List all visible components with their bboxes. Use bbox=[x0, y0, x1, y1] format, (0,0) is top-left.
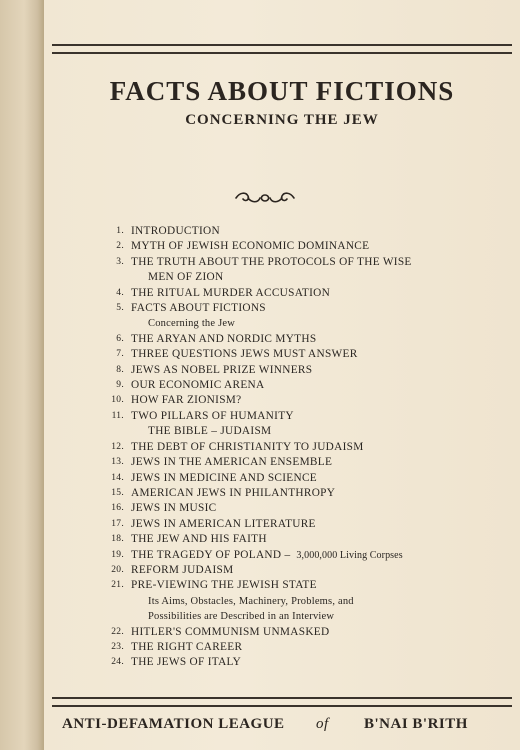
toc-entry-number: 9. bbox=[116, 380, 124, 391]
toc-entry bbox=[96, 640, 496, 655]
bottom-double-rule bbox=[52, 697, 512, 707]
toc-entry bbox=[96, 347, 496, 362]
toc-entry bbox=[96, 301, 496, 316]
toc-entry-title: THE RITUAL MURDER ACCUSATION bbox=[131, 286, 331, 299]
toc-entry-title: HOW FAR ZIONISM? bbox=[131, 394, 242, 407]
toc-entry-number: 4. bbox=[116, 287, 124, 298]
toc-entry-title: JEWS AS NOBEL PRIZE WINNERS bbox=[131, 363, 313, 376]
toc-entry-title: THE RIGHT CAREER bbox=[131, 640, 243, 653]
toc-entry bbox=[96, 578, 496, 593]
footer-organization: B'NAI B'RITH bbox=[364, 716, 468, 732]
toc-entry-number: 24. bbox=[111, 657, 124, 668]
toc-entry bbox=[96, 655, 496, 670]
toc-entry-note: 3,000,000 Living Corpses bbox=[296, 549, 403, 561]
table-of-contents bbox=[96, 224, 496, 671]
toc-entry-number: 17. bbox=[111, 518, 124, 529]
toc-entry-title: MYTH OF JEWISH ECONOMIC DOMINANCE bbox=[131, 240, 370, 253]
toc-entry bbox=[96, 501, 496, 516]
toc-entry-title: FACTS ABOUT FICTIONS bbox=[131, 302, 266, 315]
toc-entry-title: PRE-VIEWING THE JEWISH STATE bbox=[131, 579, 317, 592]
toc-entry bbox=[96, 239, 496, 254]
toc-entry-title: THE TRUTH ABOUT THE PROTOCOLS OF THE WISE bbox=[131, 255, 412, 268]
toc-entry-number: 13. bbox=[111, 457, 124, 468]
toc-entry bbox=[96, 363, 496, 378]
toc-entry-number: 14. bbox=[111, 472, 124, 483]
toc-entry-title: THE TRAGEDY OF POLAND – bbox=[131, 548, 291, 561]
toc-entry-title: REFORM JUDAISM bbox=[131, 563, 234, 576]
toc-entry bbox=[96, 455, 496, 470]
toc-entry-number: 15. bbox=[111, 487, 124, 498]
toc-entry-title: THE JEW AND HIS FAITH bbox=[131, 533, 267, 546]
toc-entry-title: JEWS IN MUSIC bbox=[131, 502, 217, 515]
toc-entry-number: 6. bbox=[116, 333, 124, 344]
toc-entry-number: 3. bbox=[116, 256, 124, 267]
toc-entry bbox=[96, 563, 496, 578]
toc-entry-title: THE ARYAN AND NORDIC MYTHS bbox=[131, 332, 317, 345]
toc-entry-number: 19. bbox=[111, 549, 124, 560]
book-spine-gutter bbox=[0, 0, 44, 750]
toc-entry bbox=[96, 486, 496, 501]
toc-entry-number: 20. bbox=[111, 564, 124, 575]
toc-entry-title: JEWS IN AMERICAN LITERATURE bbox=[131, 517, 316, 530]
toc-entry-number: 18. bbox=[111, 534, 124, 545]
page-subtitle: CONCERNING THE JEW bbox=[185, 112, 379, 128]
scroll-ornament-icon bbox=[232, 190, 298, 206]
toc-entry-number: 23. bbox=[111, 641, 124, 652]
toc-entry-subtitle: Possibilities are Described in an Interview bbox=[148, 611, 335, 623]
toc-entry-title: THE DEBT OF CHRISTIANITY TO JUDAISM bbox=[131, 440, 364, 453]
top-double-rule bbox=[52, 44, 512, 54]
toc-entry-subtitle: Its Aims, Obstacles, Machinery, Problems, and bbox=[148, 595, 354, 607]
toc-entry-title: TWO PILLARS OF HUMANITY bbox=[131, 409, 294, 422]
toc-entry-title: JEWS IN THE AMERICAN ENSEMBLE bbox=[131, 456, 333, 469]
toc-entry-title: THE JEWS OF ITALY bbox=[131, 656, 242, 669]
toc-entry-title: THREE QUESTIONS JEWS MUST ANSWER bbox=[131, 348, 358, 361]
toc-entry-number: 12. bbox=[111, 441, 124, 452]
toc-entry-number: 8. bbox=[116, 364, 124, 375]
toc-entry-number: 11. bbox=[111, 410, 124, 421]
toc-entry bbox=[96, 532, 496, 547]
toc-entry-title: JEWS IN MEDICINE AND SCIENCE bbox=[131, 471, 318, 484]
toc-entry bbox=[96, 517, 496, 532]
toc-entry-title: AMERICAN JEWS IN PHILANTHROPY bbox=[131, 486, 336, 499]
toc-entry-title: OUR ECONOMIC ARENA bbox=[131, 379, 265, 392]
toc-entry bbox=[96, 378, 496, 393]
footer-of: of bbox=[316, 716, 329, 732]
toc-entry bbox=[96, 625, 496, 640]
toc-entry bbox=[96, 471, 496, 486]
toc-entry-number: 10. bbox=[111, 395, 124, 406]
toc-entry-number: 16. bbox=[111, 503, 124, 514]
toc-entry bbox=[96, 440, 496, 455]
toc-entry-title: HITLER'S COMMUNISM UNMASKED bbox=[131, 625, 330, 638]
toc-entry-number: 5. bbox=[116, 303, 124, 314]
footer-publisher: ANTI-DEFAMATION LEAGUE bbox=[62, 716, 285, 732]
toc-entry-number: 21. bbox=[111, 580, 124, 591]
toc-entry bbox=[96, 548, 496, 563]
toc-entry bbox=[96, 332, 496, 347]
page-title: FACTS ABOUT FICTIONS bbox=[109, 76, 455, 106]
toc-entry-title: INTRODUCTION bbox=[131, 225, 220, 237]
toc-entry-subtitle: THE BIBLE – JUDAISM bbox=[148, 425, 272, 438]
toc-entry-subtitle: Concerning the Jew bbox=[148, 318, 235, 330]
toc-entry bbox=[96, 409, 496, 424]
toc-entry bbox=[96, 255, 496, 270]
toc-entry-number: 1. bbox=[116, 226, 124, 236]
toc-entry-number: 2. bbox=[116, 241, 124, 252]
toc-entry-number: 22. bbox=[111, 626, 124, 637]
toc-entry bbox=[96, 393, 496, 408]
toc-entry bbox=[96, 224, 496, 239]
toc-entry-subtitle: MEN OF ZION bbox=[148, 271, 224, 284]
toc-entry-number: 7. bbox=[116, 349, 124, 360]
toc-entry bbox=[96, 286, 496, 301]
